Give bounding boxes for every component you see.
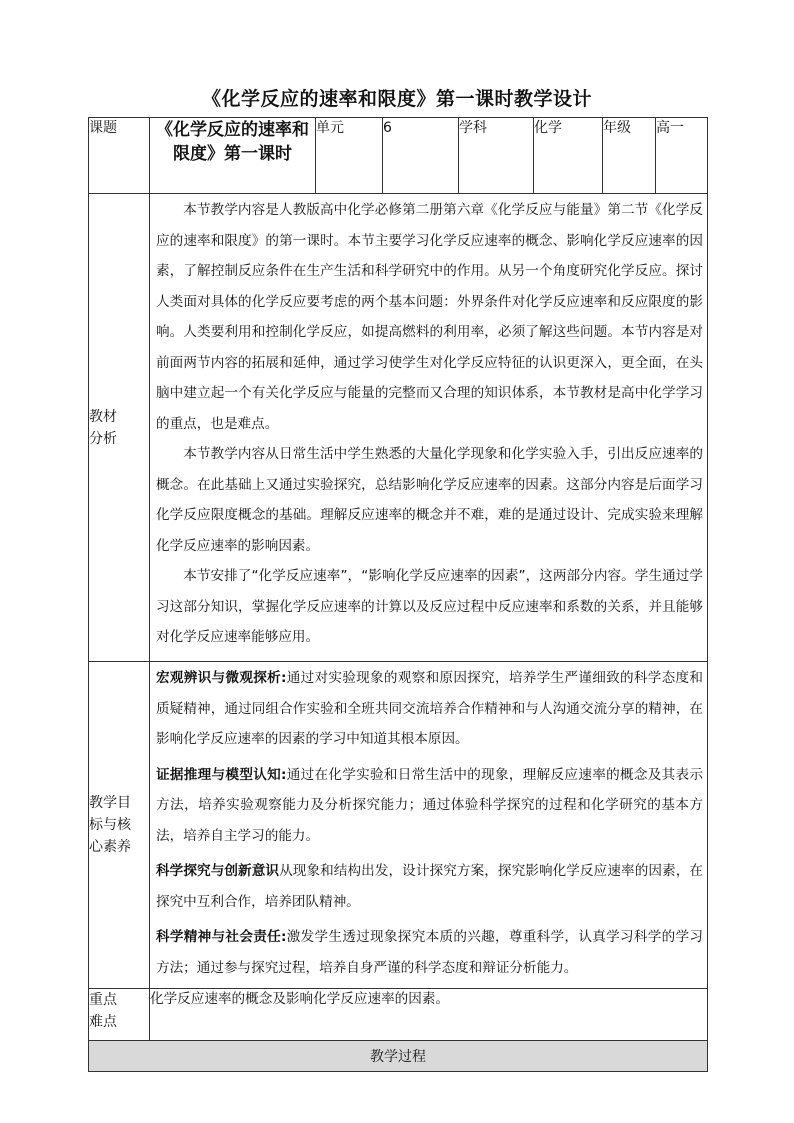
goals-label: [89, 662, 150, 989]
goal-heading: 科学精神与社会责任:: [156, 929, 287, 945]
analysis-label-line2: 分析: [89, 430, 117, 447]
header-row: [89, 118, 708, 194]
goal-heading: 证据推理与模型认知:: [156, 766, 287, 783]
goal-text: 通过对实验现象的观察和原因探究，培养学生严谨细致的科学态度和质疑精神，通过同组合作实验和全班共同交流培养合作精神和与人沟通交流分享的精神，在影响化学反应速率的因素的学习中知道其根本原因。: [156, 670, 704, 747]
key-points-row: [89, 989, 708, 1041]
key-points-label: [89, 989, 150, 1041]
goals-row: [89, 662, 708, 989]
goal-item: [150, 760, 707, 852]
unit-value: 6: [383, 118, 459, 194]
goals-label-line1: 教学目: [89, 795, 131, 811]
key-points-label-line2: 难点: [89, 1014, 117, 1030]
grade-label: 年级: [603, 118, 656, 194]
goals-label-line3: 心素养: [89, 839, 131, 855]
analysis-paragraph: 本节教学内容从日常生活中学生熟悉的大量化学现象和化学实验入手，引出反应速率的概念。在此基础上又通过实验探究，总结影响化学反应速率的因素。这部分内容是后面学习化学反应限度概念的基础。理解反应速率的概念并不难，难的是通过设计、完成实验来理解化学反应速率的影响因素。: [156, 446, 703, 554]
key-points-label-line1: 重点: [89, 992, 117, 1008]
goal-text: 激发学生透过现象探究本质的兴趣，尊重科学，认真学习科学的学习方法；通过参与探究过程，培养自身严谨的科学态度和辩证分析能力。: [156, 929, 704, 976]
process-row: [89, 1041, 708, 1072]
unit-label: 单元: [316, 118, 383, 194]
goal-text: 通过在化学实验和日常生活中的现象，理解反应速率的概念及其表示方法，培养实验观察能力及分析探究能力；通过体验科学探究的过程和化学研究的基本方法，培养自主学习的能力。: [156, 766, 704, 844]
goal-heading: 宏观辨识与微观探析:: [156, 670, 287, 686]
goal-item: [150, 856, 707, 917]
goals-content: [150, 662, 708, 989]
analysis-row: [89, 194, 708, 662]
topic-label: 课题: [89, 118, 150, 194]
analysis-content: [150, 194, 708, 662]
analysis-label-line1: 教材: [89, 408, 117, 425]
goal-item: [150, 663, 707, 755]
process-header: 教学过程: [89, 1041, 708, 1072]
key-points-content: 化学反应速率的概念及影响化学反应速率的因素。: [150, 989, 708, 1041]
subject-label: 学科: [459, 118, 534, 194]
subject-value: 化学: [534, 118, 603, 194]
analysis-paragraph: 本节教学内容是人教版高中化学必修第二册第六章《化学反应与能量》第二节《化学反应的速率和限度》的第一课时。本节主要学习化学反应速率的概念、影响化学反应速率的因素，了解控制反应条件在生产生活和科学研究中的作用。从另一个角度研究化学反应。探讨人类面对具体的化学反应要考虑的两个基本问题：外界条件对化学反应速率和反应限度的影响。人类要利用和控制化学反应，如提高燃料的利用率，必须了解这些问题。本节内容是对前面两节内容的拓展和延伸，通过学习使学生对化学反应特征的认识更深入，更全面，在头脑中建立起一个有关化学反应与能量的完整而又合理的知识体系，本节教材是高中化学学习的重点，也是难点。: [156, 202, 703, 432]
goals-label-line2: 标与核: [89, 817, 131, 833]
document-title: 《化学反应的速率和限度》第一课时教学设计: [201, 88, 592, 110]
analysis-label: [89, 194, 150, 662]
analysis-paragraph: 本节安排了“化学反应速率”，“影响化学反应速率的因素”，这两部分内容。学生通过学习这部分知识，掌握化学反应速率的计算以及反应过程中反应速率和系数的关系，并且能够对化学反应速率能够应用。: [156, 568, 703, 645]
grade-value: 高一: [656, 118, 708, 194]
goal-text: 从现象和结构出发，设计探究方案，探究影响化学反应速率的因素，在探究中互利合作，培养团队精神。: [156, 863, 703, 910]
lesson-design-table: [88, 117, 708, 1072]
goal-heading: 科学探究与创新意识: [156, 863, 280, 879]
goal-item: [150, 922, 707, 983]
topic-value: 《化学反应的速率和限度》第一课时: [150, 118, 316, 194]
